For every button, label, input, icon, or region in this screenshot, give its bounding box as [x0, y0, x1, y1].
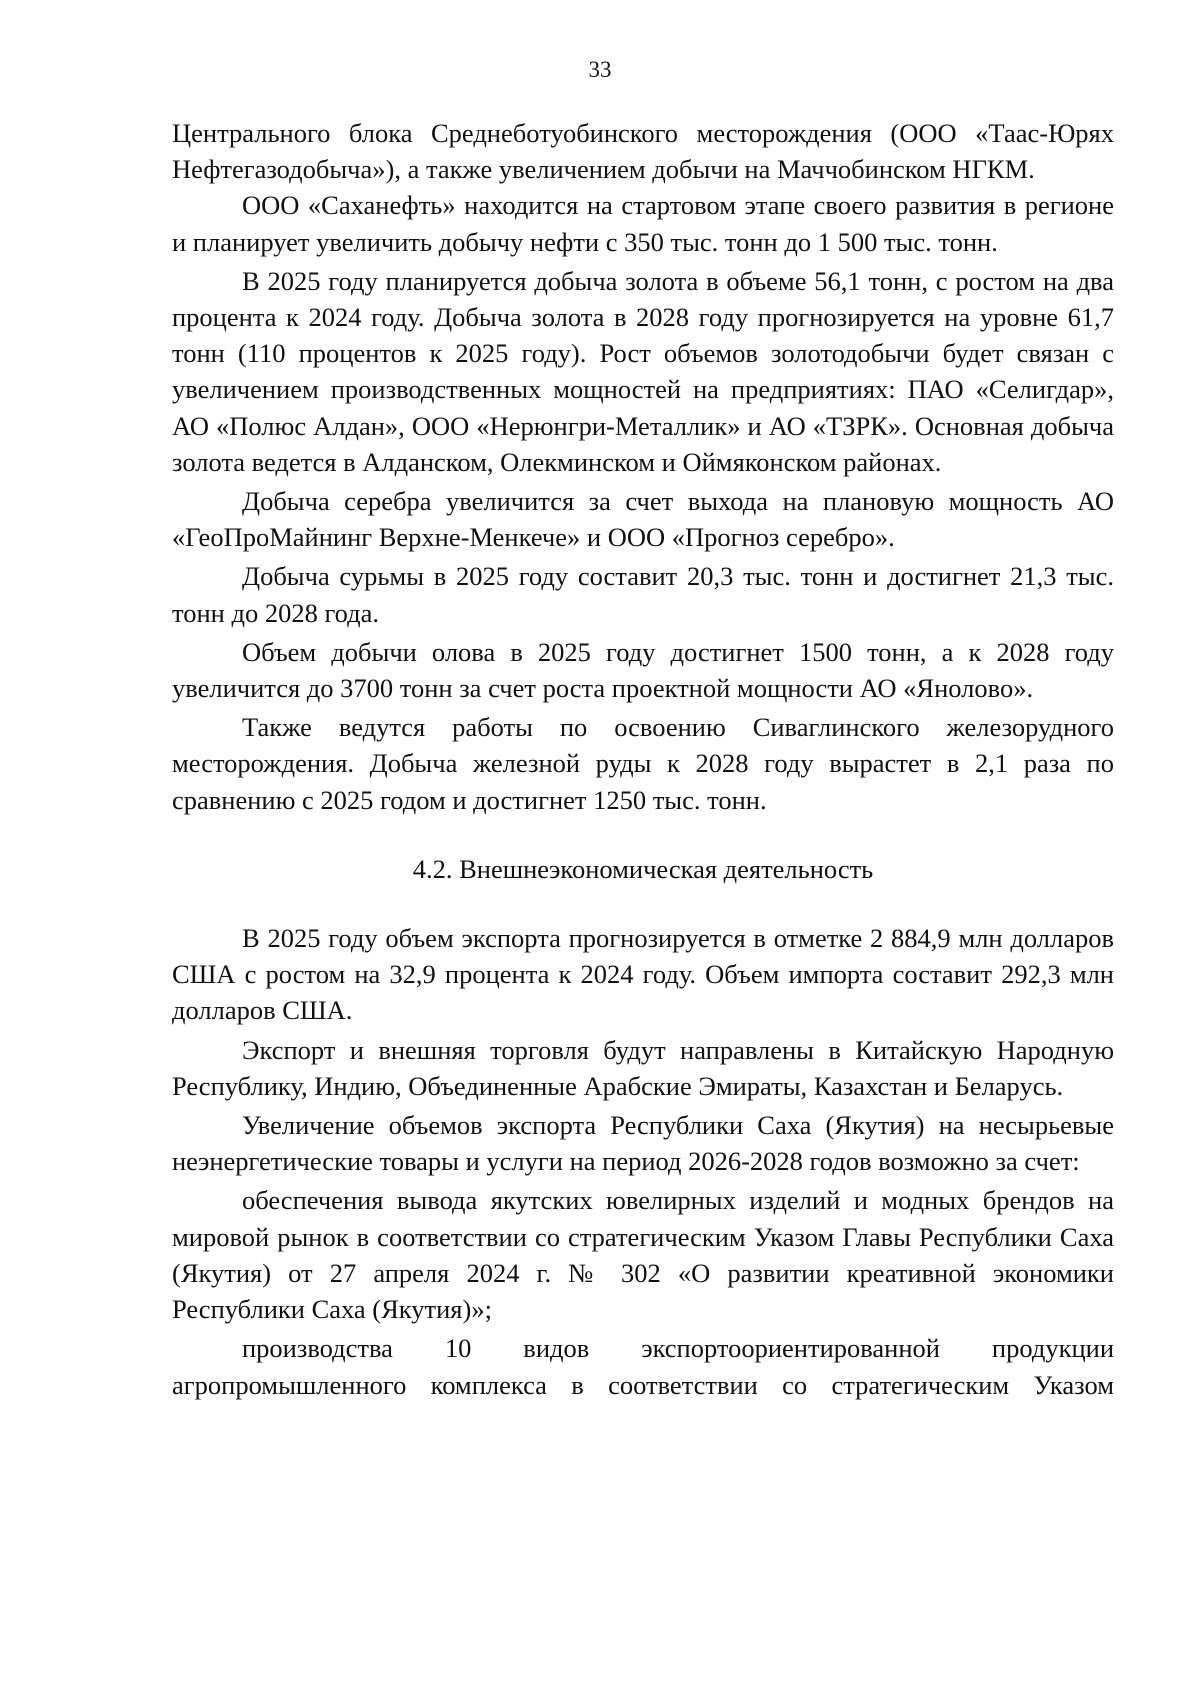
- section-heading: 4.2. Внешнеэкономическая деятельность: [412, 853, 874, 884]
- paragraph-silver: Добыча серебра увеличится за счет выхода на плановую мощность АО «ГеоПроМайнинг Верхне-Менкече» и ООО «Прогноз серебро».: [172, 486, 1114, 553]
- paragraph-export-volume: В 2025 году объем экспорта прогнозируется в отметке 2 884,9 млн долларов США с ростом на 32,9 процента к 2024 году. Объем импорта составит 292,3 млн долларов США.: [172, 923, 1114, 1026]
- paragraph-sakhaneft: ООО «Саханефть» находится на стартовом этапе своего развития в регионе и планирует увеличить добычу нефти с 350 тыс. тонн до 1 500 тыс. тонн.: [172, 190, 1114, 257]
- paragraph-gold: В 2025 году планируется добыча золота в объеме 56,1 тонн, с ростом на два процента к 2024 году. Добыча золота в 2028 году прогнозируется на уровне 61,7 тонн (110 процентов к 2025 году). Рост объемов золотодобычи будет связан с увеличением производственных мощностей на предприятиях: ПАО «Селигдар», АО «Полюс Алдан», ООО «Нерюнгри-Металлик» и АО «ТЗРК». Основная добыча золота ведется в Алданском, Олекминском и Оймяконском районах.: [172, 265, 1114, 477]
- paragraph-iron-ore: Также ведутся работы по освоению Сиваглинского железорудного месторождения. Добыча железной руды к 2028 году вырастет в 2,1 раза по сравнению с 2025 годом и достигнет 1250 тыс. тонн.: [172, 712, 1114, 815]
- paragraph-export-directions: Экспорт и внешняя торговля будут направлены в Китайскую Народную Республику, Индию, Объединенные Арабские Эмираты, Казахстан и Беларусь.: [172, 1034, 1114, 1101]
- document-body: [172, 115, 1114, 1403]
- list-item-jewelry: обеспечения вывода якутских ювелирных изделий и модных брендов на мировой рынок в соответствии со стратегическим Указом Главы Республики Саха (Якутия) от 27 апреля 2024 г. № 302 «О развитии креативной экономики Республики Саха (Якутия)»;: [172, 1185, 1114, 1325]
- page-number: 33: [588, 57, 612, 82]
- paragraph-continuation: Центрального блока Среднеботуобинского месторождения (ООО «Таас-Юрях Нефтегазодобыча»), а также увеличением добычи на Маччобинском НГКМ.: [172, 118, 1114, 185]
- list-item-agro: производства 10 видов экспортоориентированной продукции агропромышленного комплекса в соответствии со стратегическим Указом: [172, 1333, 1114, 1400]
- paragraph-tin: Объем добычи олова в 2025 году достигнет 1500 тонн, а к 2028 году увеличится до 3700 тонн за счет роста проектной мощности АО «Янолово».: [172, 636, 1114, 704]
- paragraph-antimony: Добыча сурьмы в 2025 году составит 20,3 тыс. тонн и достигнет 21,3 тыс. тонн до 2028 года.: [172, 561, 1114, 628]
- paragraph-export-increase: Увеличение объемов экспорта Республики Саха (Якутия) на несырьевые неэнергетические товары и услуги на период 2026-2028 годов возможно за счет:: [172, 1110, 1114, 1177]
